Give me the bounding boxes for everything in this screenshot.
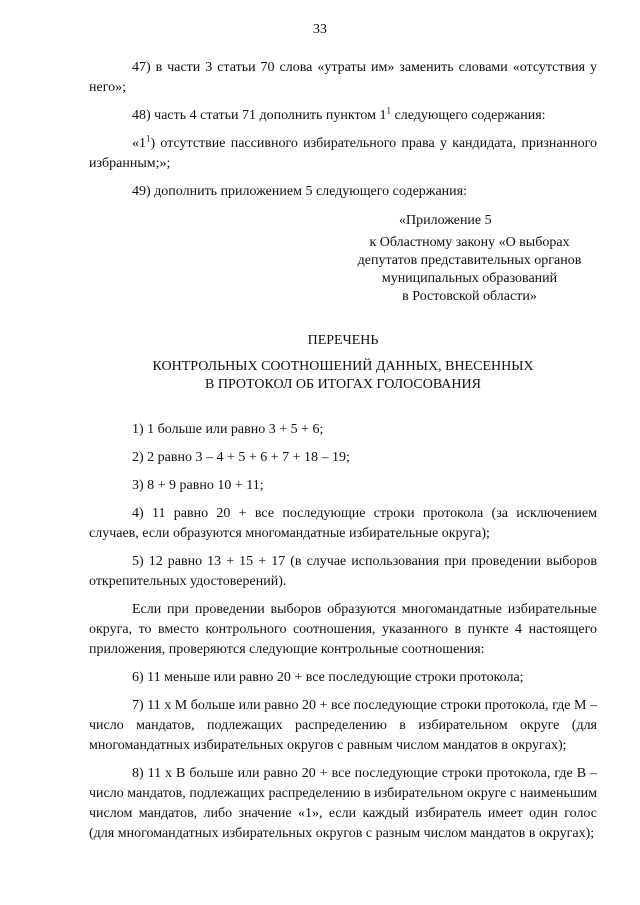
- list-paragraph: Если при проведении выборов образуются многомандатные избирательные округа, то вместо контрольного соотношения, указанного в пункте 4 настоящего приложения, проверяются следующие контрольные соотношения:: [89, 602, 597, 657]
- appendix-header: [89, 212, 597, 306]
- paragraph-48-item-sup: 1: [146, 133, 151, 144]
- list-item: 3) 8 + 9 равно 10 + 11;: [132, 478, 264, 493]
- paragraph-49: 49) дополнить приложением 5 следующего содержания:: [132, 184, 467, 199]
- paragraph-48-pre: 48) часть 4 статьи 71 дополнить пунктом 1: [132, 108, 387, 123]
- list-title-line3: В ПРОТОКОЛ ОБ ИТОГАХ ГОЛОСОВАНИЯ: [205, 377, 481, 392]
- list-item: 2) 2 равно 3 – 4 + 5 + 6 + 7 + 18 – 19;: [132, 450, 350, 465]
- appendix-line: депутатов представительных органов: [357, 253, 582, 268]
- list-item: 5) 12 равно 13 + 15 + 17 (в случае использования при проведении выборов открепительных удостоверений).: [89, 554, 597, 589]
- paragraph-48: [89, 106, 597, 126]
- list-title-line2: КОНТРОЛЬНЫХ СООТНОШЕНИЙ ДАННЫХ, ВНЕСЕННЫХ: [152, 359, 534, 374]
- ratio-list: [89, 420, 597, 844]
- list-title: [89, 332, 597, 394]
- appendix-title: «Приложение 5: [399, 213, 492, 228]
- appendix-line: в Ростовской области»: [402, 289, 537, 304]
- paragraph-47: 47) в части 3 статьи 70 слова «утраты им» заменить словами «отсутствия у него»;: [89, 60, 597, 95]
- list-item: 8) 11 х В больше или равно 20 + все последующие строки протокола, где В – число мандатов, подлежащих распределению в избирательном округе с наименьшим числом мандатов, либо значение «1», если каждый избиратель имеет один голос (для многомандатных избирательных округов с разным числом мандатов в округах);: [89, 766, 597, 841]
- list-item: 6) 11 меньше или равно 20 + все последующие строки протокола;: [132, 670, 524, 685]
- paragraph-48-item-post: ) отсутствие пассивного избирательного права у кандидата, признанного избранным;»;: [89, 136, 597, 171]
- paragraph-48-sup: 1: [386, 105, 392, 116]
- list-title-line1: ПЕРЕЧЕНЬ: [307, 333, 379, 348]
- appendix-line: к Областному закону «О выборах: [369, 235, 570, 250]
- paragraph-48-item: [89, 134, 597, 174]
- page-number: 33: [313, 22, 327, 37]
- paragraph-48-item-pre: «1: [132, 136, 146, 151]
- list-item: 7) 11 х М больше или равно 20 + все последующие строки протокола, где М – число мандатов, подлежащих распределению в избирательном округе (для многомандатных избирательных округов с равным числом мандатов в округах);: [89, 698, 597, 753]
- appendix-line: муниципальных образований: [381, 271, 558, 286]
- paragraph-48-post: следующего содержания:: [391, 108, 546, 123]
- document-body: [89, 58, 597, 852]
- list-item: 4) 11 равно 20 + все последующие строки протокола (за исключением случаев, если образуются многомандатные избирательные округа);: [89, 506, 597, 541]
- list-item: 1) 1 больше или равно 3 + 5 + 6;: [132, 422, 324, 437]
